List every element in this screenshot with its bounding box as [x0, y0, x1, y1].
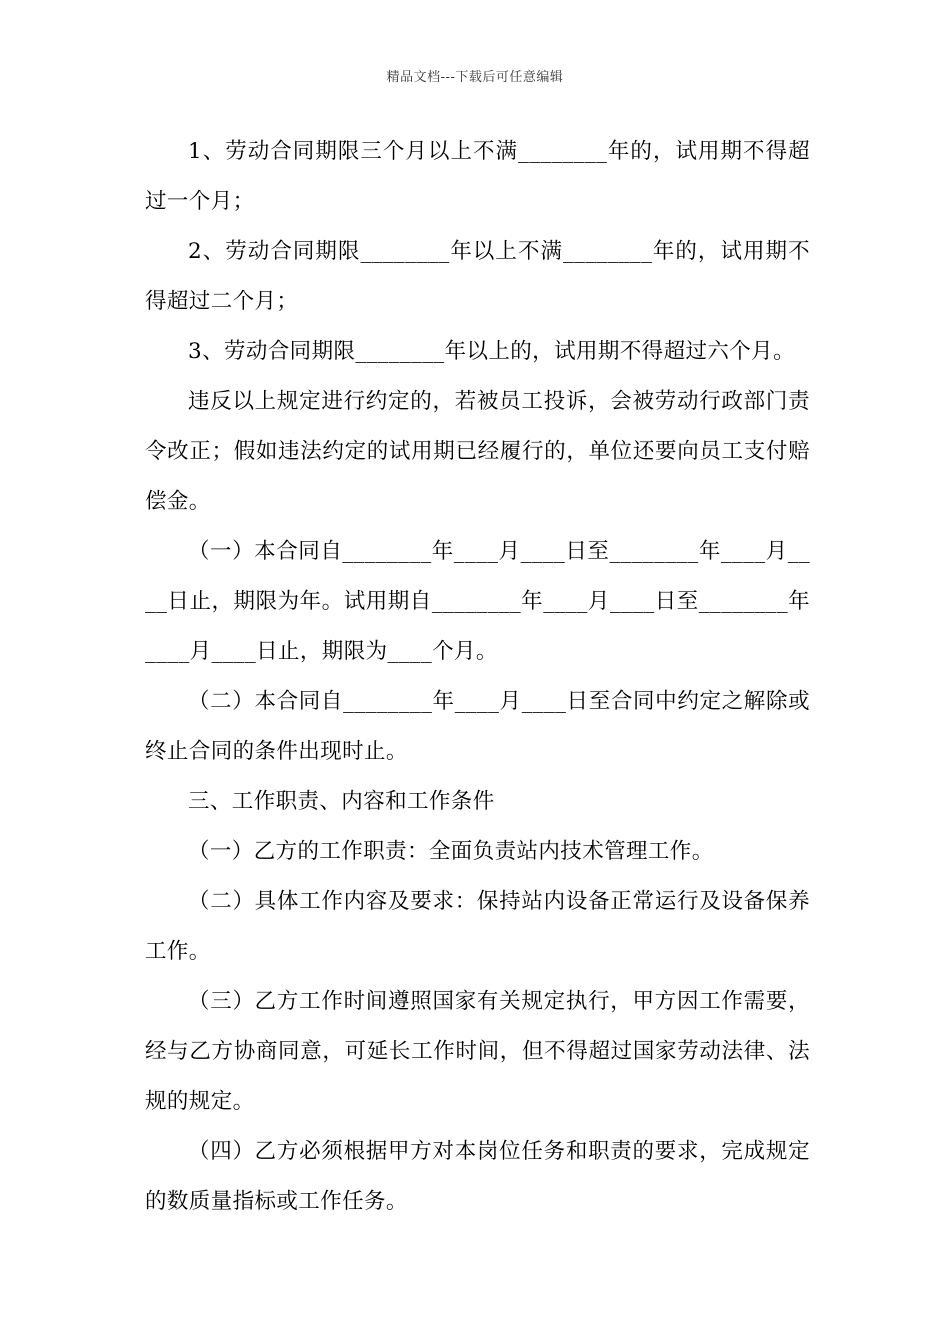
paragraph-duty-2: （二）具体工作内容及要求：保持站内设备正常运行及设备保养工作。: [145, 889, 810, 964]
paragraph-probation-2: 2、劳动合同期限________年以上不满________年的，试用期不得超过二个月；: [145, 239, 810, 314]
paragraph-term-2: （二）本合同自________年____月____日至合同中约定之解除或终止合同的条件出现时止。: [145, 689, 810, 764]
paragraph-term-1: （一）本合同自________年____月____日至________年____月____日止，期限为年。试用期自________年____月____日至________年____月____日止，期限为____个月。: [145, 539, 810, 664]
paragraph-probation-1: 1、劳动合同期限三个月以上不满________年的，试用期不得超过一个月；: [145, 139, 810, 214]
paragraph-duty-4: （四）乙方必须根据甲方对本岗位任务和职责的要求，完成规定的数质量指标或工作任务。: [145, 1139, 810, 1214]
paragraph-probation-3: 3、劳动合同期限________年以上的，试用期不得超过六个月。: [188, 339, 795, 364]
document-body: [145, 127, 810, 1227]
paragraph-violation: 违反以上规定进行约定的，若被员工投诉，会被劳动行政部门责令改正；假如违法约定的试用期已经履行的，单位还要向员工支付赔偿金。: [145, 389, 810, 514]
section-heading-duties: 三、工作职责、内容和工作条件: [188, 789, 495, 814]
page-header: 精品文档---下载后可任意编辑: [386, 70, 564, 85]
paragraph-duty-3: （三）乙方工作时间遵照国家有关规定执行，甲方因工作需要，经与乙方协商同意，可延长工作时间，但不得超过国家劳动法律、法规的规定。: [145, 989, 810, 1114]
paragraph-duty-1: （一）乙方的工作职责：全面负责站内技术管理工作。: [188, 839, 714, 864]
